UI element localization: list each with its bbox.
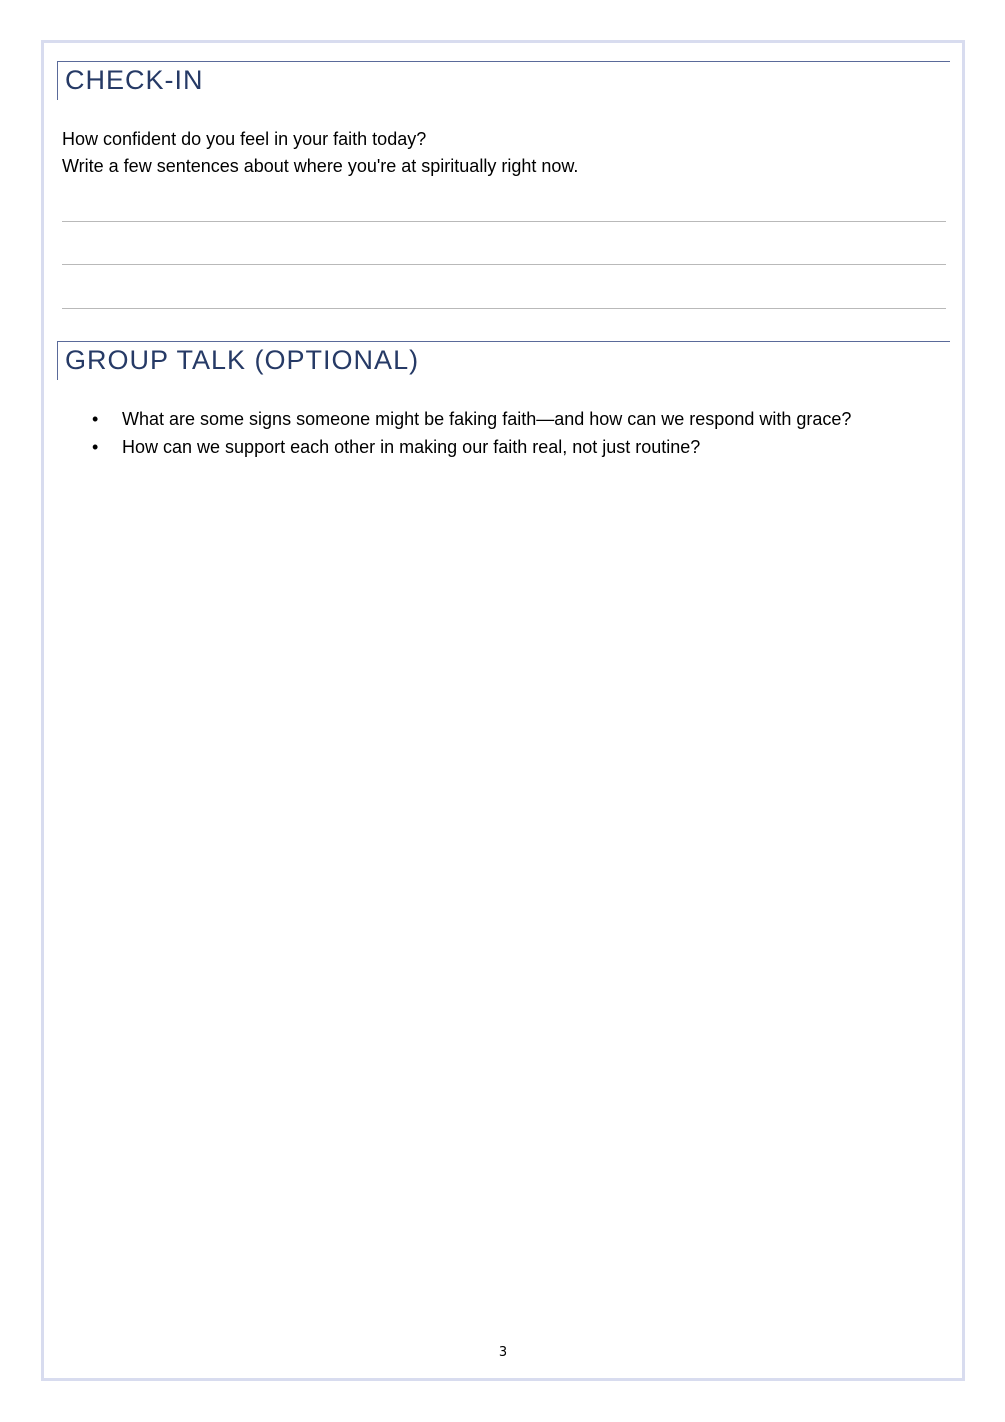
bullet-icon: • — [92, 409, 99, 429]
group-talk-question-1: What are some signs someone might be faking faith—and how can we respond with grace? — [122, 409, 852, 429]
checkin-section-heading — [57, 61, 950, 100]
page-number: 3 — [498, 1345, 508, 1360]
checkin-prompt-1: How confident do you feel in your faith today? — [62, 129, 427, 149]
bullet-icon: • — [92, 437, 99, 457]
group-talk-question-list — [88, 405, 851, 461]
group-talk-section-heading — [57, 341, 950, 380]
group-talk-heading-text: GROUP TALK (OPTIONAL) — [65, 345, 420, 375]
list-item — [88, 433, 851, 461]
writing-line[interactable] — [62, 308, 946, 309]
page — [41, 40, 965, 1381]
writing-line[interactable] — [62, 264, 946, 265]
checkin-heading-text: CHECK-IN — [65, 65, 204, 95]
writing-line[interactable] — [62, 221, 946, 222]
list-item — [88, 405, 851, 433]
group-talk-question-2: How can we support each other in making our faith real, not just routine? — [122, 437, 701, 457]
checkin-prompt-2: Write a few sentences about where you're at spiritually right now. — [62, 156, 579, 176]
